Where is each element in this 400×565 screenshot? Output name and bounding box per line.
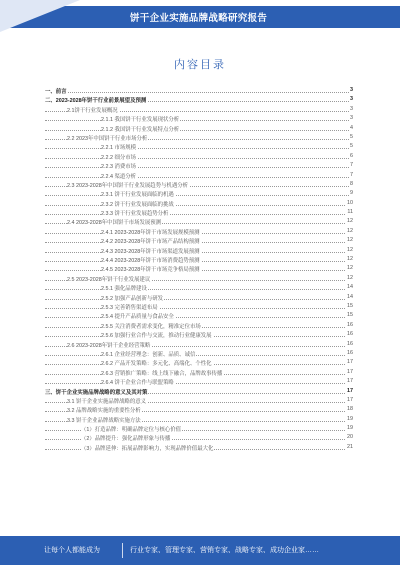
toc-entry-page: 4: [350, 124, 353, 131]
toc-leader-dots: [45, 92, 349, 93]
toc-entry-page: 15: [347, 312, 353, 319]
toc-entry-text: 2.6.1 企业经营理念：创新、品质、诚信: [101, 351, 196, 358]
toc-entry-page: 7: [350, 162, 353, 169]
toc-entry[interactable]: [45, 358, 353, 367]
toc-entry-text: 三、饼干企业实施品牌战略的意义及其对策: [45, 389, 148, 396]
toc-entry[interactable]: [45, 377, 353, 386]
toc-leader-dots: [45, 195, 349, 196]
toc-entry[interactable]: [45, 293, 353, 302]
toc-leader-dots: [45, 299, 349, 300]
toc-entry[interactable]: [45, 443, 353, 452]
toc-entry-page: 5: [350, 133, 353, 140]
toc-entry-text: （1）打造品牌：明确品牌定位与核心价值: [81, 427, 182, 434]
toc-entry-text: 2.1.2 我国饼干行业发展特点分析: [101, 126, 180, 133]
toc-entry-page: 12: [347, 265, 353, 272]
toc-entry[interactable]: [45, 189, 353, 198]
toc-entry[interactable]: [45, 227, 353, 236]
toc-entry-text: 2.6.2 产品开发策略：多元化、高端化、个性化: [101, 361, 212, 368]
toc-entry[interactable]: [45, 142, 353, 151]
toc-entry-page: 17: [347, 359, 353, 366]
toc-entry-text: （2）品牌提升：强化品牌形象与传播: [81, 436, 171, 443]
toc-entry-text: 2.6 2023-2028年饼干企业经营策略: [67, 342, 151, 349]
toc-entry-page: 19: [347, 425, 353, 432]
toc-entry-page: 12: [347, 218, 353, 225]
toc-entry[interactable]: [45, 433, 353, 442]
toc-entry-page: 12: [347, 237, 353, 244]
toc-entry-page: 15: [347, 302, 353, 309]
toc-leader-dots: [45, 130, 349, 131]
toc-entry-page: 16: [347, 340, 353, 347]
toc-entry-text: 2.3 2023-2028年中国饼干行业发展趋势与机遇分析: [67, 182, 189, 189]
toc-entry[interactable]: [45, 264, 353, 273]
toc-entry-text: 2.5.1 强化品牌建设: [101, 286, 147, 293]
toc-entry-text: 2.1.1 我国饼干行业发展现状分析: [101, 117, 180, 124]
toc-entry-page: 11: [347, 209, 353, 216]
toc-entry-page: 14: [347, 284, 353, 291]
toc-entry-page: 14: [347, 293, 353, 300]
toc-entry-text: 2.4.4 2023-2028年饼干市场消费趋势预测: [101, 258, 200, 265]
toc-entry-page: 9: [350, 190, 353, 197]
toc-entry-text: 2.4.3 2023-2028年饼干市场渠道发展预测: [101, 248, 200, 255]
toc-leader-dots: [45, 308, 349, 309]
toc-entry[interactable]: [45, 415, 353, 424]
toc-entry-text: 二、2023-2028年饼干行业前景展望及预测: [45, 98, 147, 105]
toc-entry[interactable]: [45, 246, 353, 255]
toc-entry-text: 2.3.3 饼干行业发展趋势分析: [101, 211, 169, 218]
table-of-contents: [45, 86, 353, 452]
toc-entry-text: 2.6.4 饼干企业合作与联盟策略: [101, 380, 174, 387]
toc-entry-text: 2.2.1 市场规模: [101, 145, 137, 152]
toc-entry-text: 2.5.2 加强产品创新与研发: [101, 295, 164, 302]
toc-leader-dots: [45, 289, 349, 290]
toc-entry[interactable]: [45, 302, 353, 311]
toc-entry-text: （3）品牌延伸：拓展品牌影响力，实现品牌价值最大化: [81, 445, 214, 452]
toc-entry-page: 16: [347, 321, 353, 328]
toc-entry[interactable]: [45, 124, 353, 133]
toc-leader-dots: [45, 214, 349, 215]
toc-entry[interactable]: [45, 86, 353, 95]
toc-entry-text: 2.4.1 2023-2028年饼干市场发展规模预测: [101, 229, 200, 236]
toc-entry-page: 6: [350, 152, 353, 159]
toc-entry-page: 12: [347, 246, 353, 253]
toc-entry-page: 17: [347, 368, 353, 375]
toc-entry-text: 2.4.5 2023-2028年饼干市场竞争格局预测: [101, 267, 200, 274]
toc-entry[interactable]: [45, 161, 353, 170]
toc-leader-dots: [45, 355, 349, 356]
toc-entry-text: 2.5.6 加强行业合作与交流，推动行业健康发展: [101, 333, 212, 340]
toc-entry[interactable]: [45, 330, 353, 339]
toc-leader-dots: [45, 148, 349, 149]
toc-entry-page: 17: [347, 378, 353, 385]
toc-entry-page: 12: [347, 256, 353, 263]
toc-entry[interactable]: [45, 349, 353, 358]
toc-entry-text: 一、前言: [45, 89, 67, 95]
toc-entry-page: 16: [347, 331, 353, 338]
toc-entry-page: 7: [350, 171, 353, 178]
toc-entry-page: 19: [347, 415, 353, 422]
page-footer: [0, 536, 400, 565]
toc-entry[interactable]: [45, 95, 353, 104]
toc-entry-page: 12: [347, 274, 353, 281]
toc-entry-page: 5: [350, 143, 353, 150]
toc-entry[interactable]: [45, 152, 353, 161]
toc-entry-page: 3: [350, 115, 353, 122]
toc-entry-text: 2.4.2 2023-2028年饼干市场产品结构预测: [101, 239, 200, 246]
toc-entry-page: 21: [347, 443, 353, 450]
toc-entry[interactable]: [45, 255, 353, 264]
toc-entry-text: 2.5.5 关注消费者需求变化，精准定位市场: [101, 323, 201, 330]
toc-entry-text: 2.3.2 饼干行业发展面临的挑战: [101, 201, 174, 208]
toc-entry[interactable]: [45, 405, 353, 414]
toc-entry-text: 2.5.3 完善销售渠道布局: [101, 304, 158, 311]
toc-entry-page: 17: [347, 387, 353, 394]
toc-leader-dots: [45, 158, 349, 159]
toc-entry[interactable]: [45, 311, 353, 320]
toc-entry[interactable]: [45, 236, 353, 245]
toc-entry-text: 2.2.3 消费市场: [101, 164, 137, 171]
toc-entry-page: 10: [347, 199, 353, 206]
footer-roles: 行业专家、管理专家、营销专家、战略专家、成功企业家……: [130, 547, 319, 554]
toc-entry[interactable]: [45, 180, 353, 189]
toc-entry-text: 2.5.4 提升产品质量与食品安全: [101, 314, 174, 321]
toc-entry[interactable]: [45, 368, 353, 377]
toc-entry[interactable]: [45, 105, 353, 114]
toc-entry-text: 2.5 2023-2028年饼干行业发展建议: [67, 276, 151, 283]
toc-leader-dots: [45, 383, 349, 384]
toc-leader-dots: [45, 167, 349, 168]
toc-entry[interactable]: [45, 114, 353, 123]
toc-entry-text: 2.2.4 渠道分析: [101, 173, 137, 180]
toc-entry[interactable]: [45, 217, 353, 226]
page-header: [0, 0, 400, 32]
toc-entry-text: 3.1 饼干企业实施品牌战略的意义: [67, 398, 147, 405]
toc-entry[interactable]: [45, 424, 353, 433]
toc-entry-page: 18: [347, 406, 353, 413]
toc-entry-page: 12: [347, 227, 353, 234]
header-decoration: [0, 0, 80, 32]
toc-entry[interactable]: [45, 274, 353, 283]
toc-entry-text: 2.1饼干行业发展概况: [67, 107, 118, 114]
toc-entry-text: 3.3 饼干企业品牌战略实施方法: [67, 417, 141, 424]
toc-entry[interactable]: [45, 133, 353, 142]
toc-entry[interactable]: [45, 396, 353, 405]
footer-slogan: 让每个人都能成为: [44, 547, 100, 554]
toc-entry[interactable]: [45, 208, 353, 217]
toc-entry[interactable]: [45, 321, 353, 330]
toc-title: 内容目录: [174, 59, 226, 71]
toc-leader-dots: [45, 317, 349, 318]
toc-entry-page: 3: [350, 96, 353, 103]
toc-entry[interactable]: [45, 340, 353, 349]
toc-entry[interactable]: [45, 171, 353, 180]
toc-entry-page: 8: [350, 180, 353, 187]
toc-entry-text: 3.2 品牌战略实施的重要性分析: [67, 408, 141, 415]
report-title: 饼干企业实施品牌战略研究报告: [130, 13, 268, 24]
toc-leader-dots: [45, 120, 349, 121]
toc-leader-dots: [45, 177, 349, 178]
toc-entry-page: 3: [350, 105, 353, 112]
toc-entry-page: 17: [347, 396, 353, 403]
toc-entry-page: 20: [347, 434, 353, 441]
toc-entry-text: 2.3.1 饼干行业发展面临的机遇: [101, 192, 174, 199]
toc-entry-text: 2.2 2023年中国饼干行业市场分析: [67, 135, 148, 142]
toc-entry-text: 2.2.2 细分市场: [101, 154, 137, 161]
toc-entry[interactable]: [45, 283, 353, 292]
toc-entry[interactable]: [45, 387, 353, 396]
footer-divider: [122, 543, 123, 558]
toc-leader-dots: [45, 205, 349, 206]
toc-entry-text: 2.6.3 营销推广策略：线上线下融合，品牌故事传播: [101, 370, 223, 377]
toc-entry[interactable]: [45, 199, 353, 208]
toc-entry-page: 16: [347, 349, 353, 356]
toc-entry-text: 2.4 2023-2028年中国饼干市场发展预测: [67, 220, 162, 227]
toc-entry-page: 3: [350, 87, 353, 93]
